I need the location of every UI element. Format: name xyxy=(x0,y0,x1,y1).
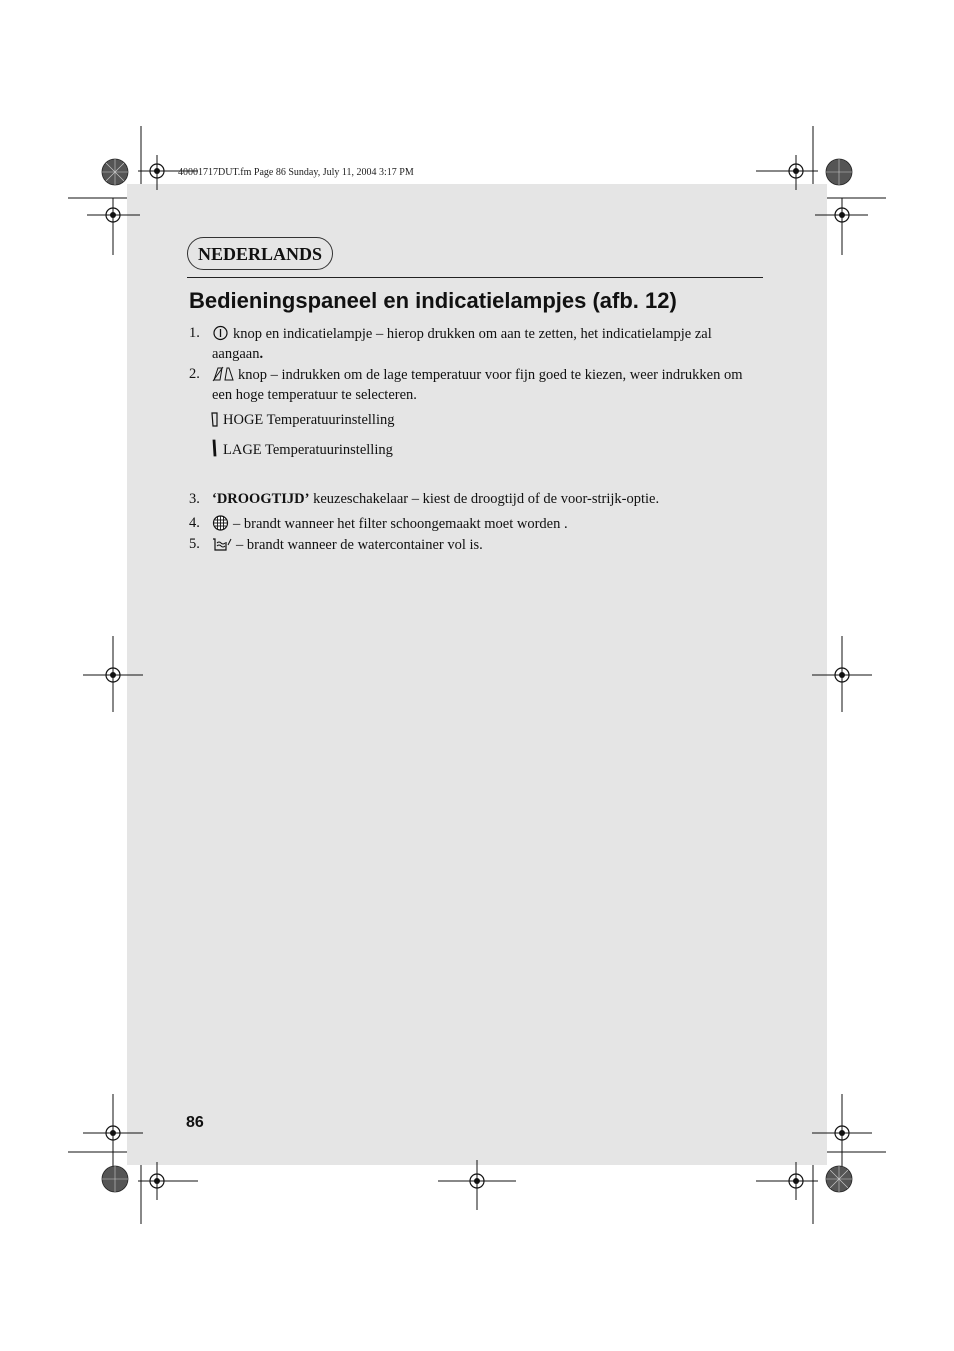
water-container-icon xyxy=(212,536,232,557)
setting-high: HOGE Temperatuurinstelling xyxy=(211,411,394,432)
low-temperature-icon xyxy=(211,439,219,462)
list-item: 5. – brandt wanneer de watercontainer vol is. xyxy=(189,536,765,557)
list-item: 4. – brandt wanneer het filter schoongemaakt moet worden . xyxy=(189,515,765,536)
list-item: 2. knop – indrukken om de lage temperatuur voor fijn goed te kiezen, weer indrukken om een hoge temperatuur te selecteren. xyxy=(189,366,743,403)
language-tab: NEDERLANDS xyxy=(187,237,333,270)
list-item: 3. ‘DROOGTIJD’ keuzeschakelaar – kiest de droogtijd of de voor-strijk-optie. xyxy=(189,491,660,507)
list-item: 1. knop en indicatielampje – hierop drukken om aan te zetten, het indicatielampje zal aangaan. xyxy=(189,325,712,362)
high-temperature-icon xyxy=(211,411,219,432)
page-number: 86 xyxy=(186,1114,204,1131)
file-slug: 40001717DUT.fm Page 86 Sunday, July 11, 2004 3:17 PM xyxy=(178,167,414,178)
power-icon xyxy=(212,325,229,346)
page-title: Bedieningspaneel en indicatielampjes (afb. 12) xyxy=(189,288,677,313)
header-rule xyxy=(187,277,763,278)
temperature-select-icon xyxy=(212,366,234,387)
filter-icon xyxy=(212,515,229,536)
setting-low: LAGE Temperatuurinstelling xyxy=(211,439,393,462)
